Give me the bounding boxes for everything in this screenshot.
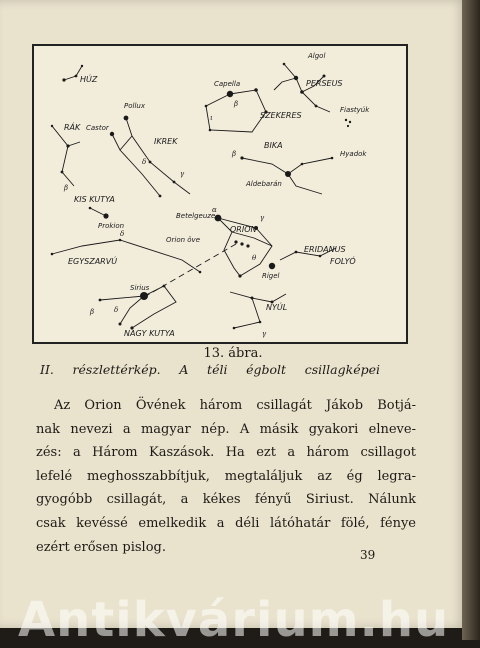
svg-text:δ: δ (142, 158, 147, 166)
body-line: csak kevéssé emelkedik a déli látóhatár fölé, fénye (36, 515, 416, 531)
star-sirius: Sirius (130, 284, 150, 292)
label-orion: ORION (230, 225, 257, 234)
body-line: nak nevezi a magyar nép. A másik gyakori elneve- (36, 421, 416, 437)
body-paragraph (36, 394, 416, 559)
svg-text:θ: θ (252, 254, 257, 262)
svg-text:β: β (234, 100, 239, 108)
figure-caption: II. részlettérkép. A téli égbolt csillagképei (40, 362, 380, 377)
body-line: zés: a Három Kaszások. Ha ezt a három csillagot (36, 445, 416, 461)
star-fiastyuk: Fiastyúk (340, 106, 370, 114)
star-capella: Capella (214, 80, 241, 88)
label-ikrek: IKREK (154, 137, 178, 146)
svg-text:δ: δ (114, 306, 119, 314)
label-huz: HÚZ (80, 75, 98, 84)
svg-text:β: β (232, 150, 237, 158)
monoceros-lines (52, 240, 200, 272)
star-betelgeuze: Betelgeuze (176, 212, 216, 220)
perseus-lines (284, 64, 330, 112)
label-folyo: FOLYÓ (330, 257, 356, 266)
star-map-drawing (34, 46, 406, 342)
label-kis-kutya: KIS KUTYA (74, 195, 115, 204)
label-perseus: PERSEUS (306, 79, 343, 88)
svg-text:δ: δ (120, 230, 125, 238)
canis-minor-line (90, 208, 106, 216)
star-hyadok: Hyadok (340, 150, 367, 158)
label-nyul: NYÚL (266, 303, 288, 312)
book-binding-edge (462, 0, 480, 640)
body-line: lefelé meghosszabbítjuk, megtaláljuk az ég legra- (36, 468, 416, 484)
body-line: ezért erősen pislog. (36, 539, 166, 555)
canis-major-lines (100, 286, 176, 328)
gemini-lines (126, 118, 190, 194)
auriga-lines (206, 90, 266, 132)
svg-text:γ: γ (180, 170, 185, 178)
body-line: Az Orion Övének három csillagát Jákob Botjá- (54, 398, 416, 413)
svg-text:α: α (212, 206, 217, 214)
star-castor: Castor (86, 124, 109, 132)
svg-text:ι: ι (210, 114, 213, 122)
svg-text:γ: γ (260, 214, 265, 222)
star-algol: Algol (308, 52, 326, 60)
lepus-lines (230, 292, 286, 302)
watermark: Antikvárium.hu (18, 592, 450, 648)
cancer-lines (52, 126, 74, 186)
star-prokion: Prokion (98, 222, 125, 230)
label-bika: BIKA (264, 141, 283, 150)
star-rigel: Rigel (262, 272, 280, 280)
label-nagy-kutya: NAGY KUTYA (124, 329, 175, 338)
figure-number: 13. ábra. (203, 346, 263, 361)
svg-text:γ: γ (262, 330, 267, 338)
star-orion-ove: Orion öve (166, 236, 201, 244)
page-number: 39 (360, 548, 376, 562)
svg-text:β: β (90, 308, 95, 316)
label-egyszarvu: EGYSZARVÚ (68, 257, 118, 266)
body-line: gyogóbb csillagát, a kékes fényű Siriust. Nálunk (36, 492, 416, 508)
star-pollux: Pollux (124, 102, 145, 110)
label-szekeres: SZEKERES (260, 111, 302, 120)
svg-text:β: β (64, 184, 69, 192)
label-eridanus: ERIDANUS (304, 245, 346, 254)
star-map (32, 44, 408, 344)
star-aldebaran: Aldebarán (246, 180, 282, 188)
label-rak: RÁK (64, 123, 81, 132)
